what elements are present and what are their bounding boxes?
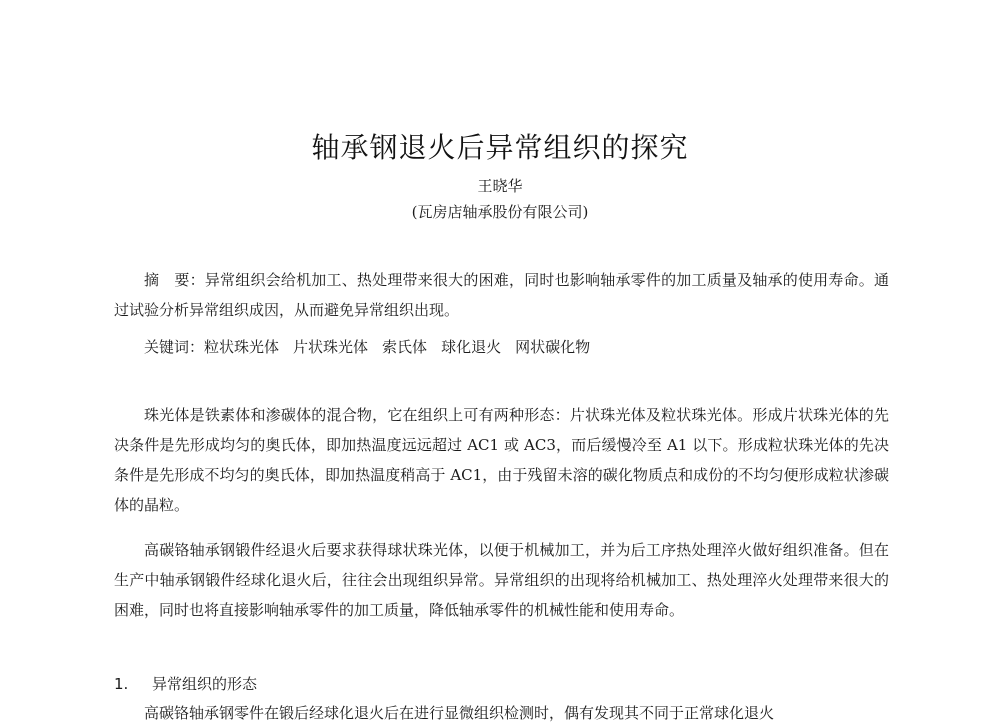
abstract: 摘 要：异常组织会给机加工、热处理带来很大的困难，同时也影响轴承零件的加工质量及轴承的使用寿命。通过试验分析异常组织成因，从而避免异常组织出现。 bbox=[114, 271, 889, 319]
body-paragraph: 高碳铬轴承钢锻件经退火后要求获得球状珠光体，以便于机械加工，并为后工序热处理淬火做好组织准备。但在生产中轴承钢锻件经球化退火后，往往会出现组织异常。异常组织的出现将给机械加工、热处理淬火处理带来很大的困难，同时也将直接影响轴承零件的加工质量，降低轴承零件的机械性能和使用寿命。 bbox=[114, 541, 889, 619]
author-affiliation: (瓦房店轴承股份有限公司) bbox=[411, 203, 589, 221]
paper-title: 轴承钢退火后异常组织的探究 bbox=[311, 131, 689, 164]
keyword: 网状碳化物 bbox=[515, 338, 591, 356]
keywords-label: 关键词： bbox=[144, 338, 205, 356]
keyword: 片状珠光体 bbox=[293, 338, 369, 356]
section-number: 1. bbox=[114, 675, 129, 693]
author-name: 王晓华 bbox=[477, 177, 523, 195]
body-paragraph: 珠光体是铁素体和渗碳体的混合物，它在组织上可有两种形态：片状珠光体及粒状珠光体。形成片状珠光体的先决条件是先形成均匀的奥氏体，即加热温度远远超过 AC1 或 AC3，而后缓慢冷至 A1 以下。形成粒状珠光体的先决条件是先形成不均匀的奥氏体，即加热温度稍高于 AC1，由于残留未溶的碳化物质点和成份的不均匀便形成粒状渗碳体的晶粒。 bbox=[114, 406, 889, 514]
keyword: 球化退火 bbox=[441, 338, 502, 356]
section-heading bbox=[114, 669, 257, 699]
section-title: 异常组织的形态 bbox=[152, 675, 258, 693]
keyword: 索氏体 bbox=[382, 338, 428, 356]
keyword: 粒状珠光体 bbox=[204, 338, 280, 356]
body-paragraph-cutoff: 高碳铬轴承钢零件在锻后经球化退火后在进行显微组织检测时，偶有发现其不同于正常球化退火 bbox=[144, 704, 775, 722]
keywords bbox=[114, 332, 889, 362]
